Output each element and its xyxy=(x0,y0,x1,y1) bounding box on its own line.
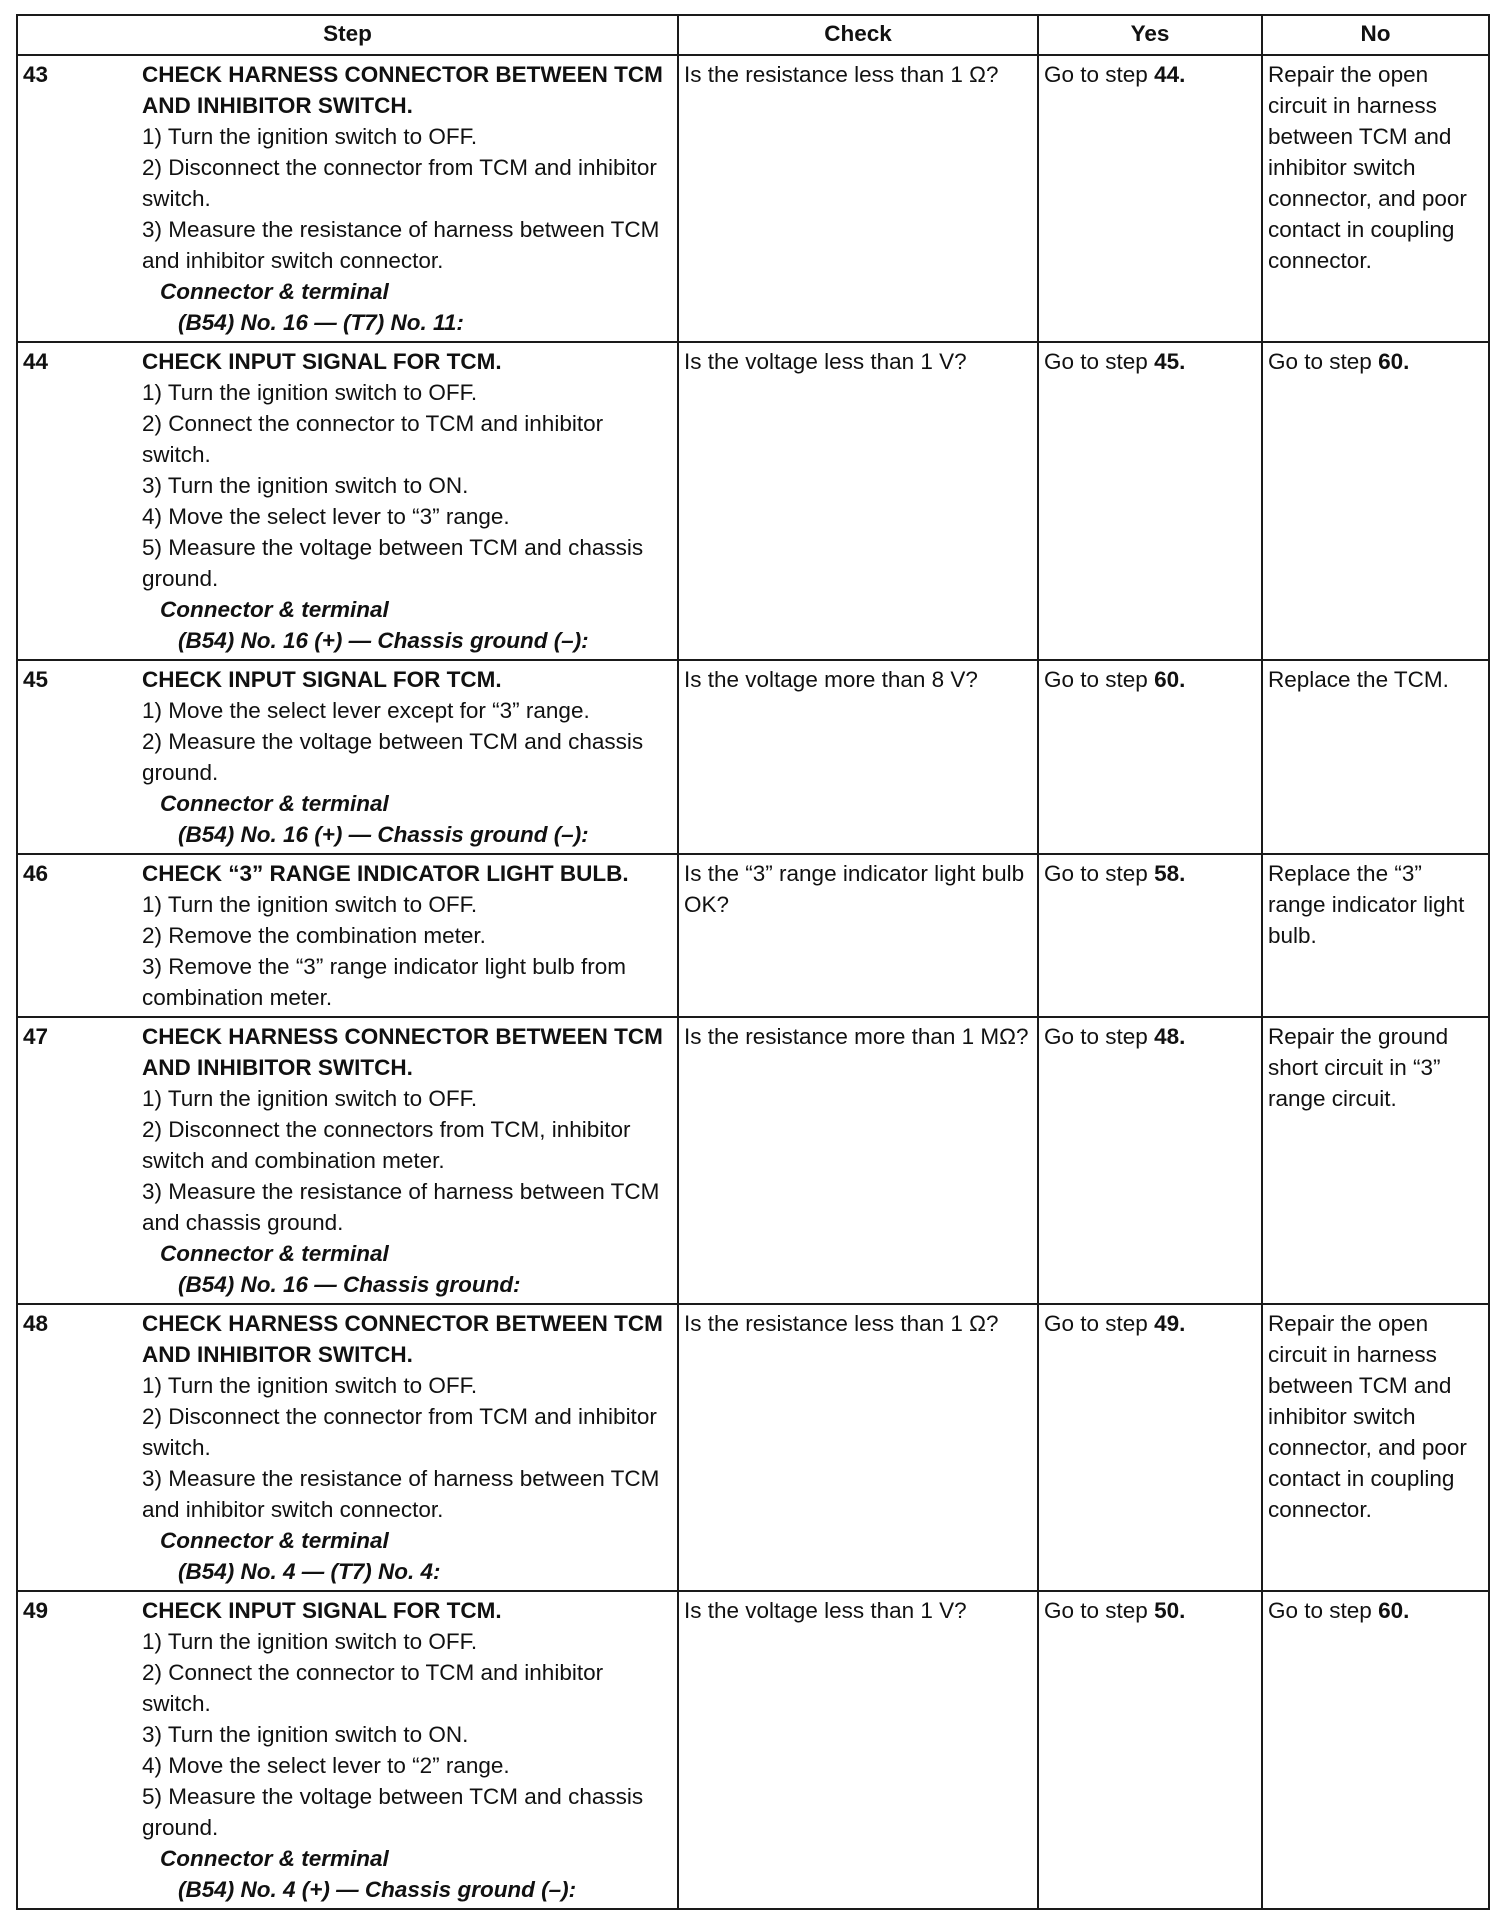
no-goto-step: 60. xyxy=(1378,1598,1410,1623)
connector-label: Connector & terminal xyxy=(160,791,389,816)
step-instruction: 3) Measure the resistance of harness between TCM and chassis ground. xyxy=(142,1179,660,1235)
header-check: Check xyxy=(678,15,1038,55)
check-cell xyxy=(678,660,1038,854)
yes-action-text: Go to step xyxy=(1044,861,1155,886)
connector-label: Connector & terminal xyxy=(160,279,389,304)
table-row xyxy=(17,342,1489,660)
no-cell xyxy=(1262,1017,1489,1304)
table-row xyxy=(17,660,1489,854)
no-action-text: Repair the open circuit in harness between TCM and inhibitor switch connector, and poor contact in coupling connector. xyxy=(1268,1311,1467,1522)
no-cell xyxy=(1262,342,1489,660)
no-cell xyxy=(1262,55,1489,342)
yes-goto-step: 50. xyxy=(1154,1598,1186,1623)
step-title: CHECK INPUT SIGNAL FOR TCM. xyxy=(142,349,502,374)
step-title: CHECK INPUT SIGNAL FOR TCM. xyxy=(142,667,502,692)
step-cell xyxy=(17,1017,678,1304)
no-cell xyxy=(1262,1304,1489,1591)
table-row xyxy=(17,1304,1489,1591)
no-action-text: Replace the TCM. xyxy=(1268,667,1449,692)
connector-terminal-spec: (B54) No. 16 — Chassis ground: xyxy=(178,1272,521,1297)
no-cell xyxy=(1262,660,1489,854)
connector-label: Connector & terminal xyxy=(160,597,389,622)
connector-terminal-spec: (B54) No. 16 — (T7) No. 11: xyxy=(178,310,464,335)
table-body xyxy=(17,55,1489,1909)
diagnostic-procedure-table xyxy=(16,14,1490,1910)
no-action-text: Repair the open circuit in harness between TCM and inhibitor switch connector, and poor contact in coupling connector. xyxy=(1268,62,1467,273)
check-cell xyxy=(678,55,1038,342)
table-row xyxy=(17,1591,1489,1909)
step-instruction: 5) Measure the voltage between TCM and chassis ground. xyxy=(142,535,644,591)
step-instruction: 3) Measure the resistance of harness between TCM and inhibitor switch connector. xyxy=(142,217,660,273)
step-number: 48 xyxy=(23,1311,49,1336)
step-instruction: 4) Move the select lever to “2” range. xyxy=(142,1753,510,1778)
step-number: 46 xyxy=(23,861,49,886)
check-cell xyxy=(678,854,1038,1017)
step-title: CHECK HARNESS CONNECTOR BETWEEN TCM AND INHIBITOR SWITCH. xyxy=(142,1311,663,1367)
step-cell xyxy=(17,660,678,854)
step-instruction: 1) Turn the ignition switch to OFF. xyxy=(142,1086,478,1111)
step-instruction: 3) Remove the “3” range indicator light bulb from combination meter. xyxy=(142,954,626,1010)
step-title: CHECK HARNESS CONNECTOR BETWEEN TCM AND INHIBITOR SWITCH. xyxy=(142,1024,663,1080)
header-no: No xyxy=(1262,15,1489,55)
no-action-text: Repair the ground short circuit in “3” range circuit. xyxy=(1268,1024,1449,1111)
connector-label: Connector & terminal xyxy=(160,1846,389,1871)
header-yes: Yes xyxy=(1038,15,1262,55)
no-action-text: Go to step xyxy=(1268,349,1379,374)
yes-cell xyxy=(1038,1017,1262,1304)
header-step: Step xyxy=(17,15,678,55)
check-question: Is the resistance less than 1 Ω? xyxy=(684,62,999,87)
step-instruction: 1) Turn the ignition switch to OFF. xyxy=(142,1373,478,1398)
step-instruction: 2) Connect the connector to TCM and inhibitor switch. xyxy=(142,1660,604,1716)
connector-label: Connector & terminal xyxy=(160,1528,389,1553)
step-body xyxy=(142,1308,672,1587)
step-body xyxy=(142,346,672,656)
check-question: Is the resistance less than 1 Ω? xyxy=(684,1311,999,1336)
check-cell xyxy=(678,1017,1038,1304)
step-instruction: 3) Turn the ignition switch to ON. xyxy=(142,473,469,498)
step-number: 49 xyxy=(23,1598,49,1623)
yes-goto-step: 45. xyxy=(1154,349,1186,374)
step-body xyxy=(142,1595,672,1905)
yes-action-text: Go to step xyxy=(1044,1598,1155,1623)
check-question: Is the resistance more than 1 MΩ? xyxy=(684,1024,1029,1049)
yes-cell xyxy=(1038,342,1262,660)
yes-action-text: Go to step xyxy=(1044,1311,1155,1336)
step-instruction: 1) Turn the ignition switch to OFF. xyxy=(142,124,478,149)
step-title: CHECK “3” RANGE INDICATOR LIGHT BULB. xyxy=(142,861,629,886)
yes-goto-step: 49. xyxy=(1154,1311,1186,1336)
step-cell xyxy=(17,1591,678,1909)
step-number: 43 xyxy=(23,62,49,87)
yes-cell xyxy=(1038,1304,1262,1591)
step-instruction: 1) Turn the ignition switch to OFF. xyxy=(142,892,478,917)
step-instruction: 2) Disconnect the connector from TCM and inhibitor switch. xyxy=(142,155,657,211)
check-question: Is the voltage less than 1 V? xyxy=(684,1598,967,1623)
yes-cell xyxy=(1038,1591,1262,1909)
yes-goto-step: 60. xyxy=(1154,667,1186,692)
step-title: CHECK INPUT SIGNAL FOR TCM. xyxy=(142,1598,502,1623)
yes-cell xyxy=(1038,854,1262,1017)
yes-action-text: Go to step xyxy=(1044,1024,1155,1049)
step-cell xyxy=(17,55,678,342)
connector-label: Connector & terminal xyxy=(160,1241,389,1266)
check-cell xyxy=(678,1304,1038,1591)
connector-terminal-spec: (B54) No. 4 — (T7) No. 4: xyxy=(178,1559,441,1584)
step-cell xyxy=(17,1304,678,1591)
step-body xyxy=(142,858,672,1013)
step-instruction: 2) Disconnect the connector from TCM and inhibitor switch. xyxy=(142,1404,657,1460)
step-instruction: 2) Disconnect the connectors from TCM, inhibitor switch and combination meter. xyxy=(142,1117,631,1173)
step-body xyxy=(142,664,672,850)
no-cell xyxy=(1262,854,1489,1017)
step-instruction: 2) Connect the connector to TCM and inhibitor switch. xyxy=(142,411,604,467)
connector-terminal-spec: (B54) No. 4 (+) — Chassis ground (–): xyxy=(178,1877,577,1902)
step-cell xyxy=(17,854,678,1017)
step-instruction: 1) Move the select lever except for “3” range. xyxy=(142,698,590,723)
step-instruction: 3) Turn the ignition switch to ON. xyxy=(142,1722,469,1747)
step-number: 45 xyxy=(23,667,49,692)
step-title: CHECK HARNESS CONNECTOR BETWEEN TCM AND INHIBITOR SWITCH. xyxy=(142,62,663,118)
connector-terminal-spec: (B54) No. 16 (+) — Chassis ground (–): xyxy=(178,628,589,653)
check-question: Is the voltage more than 8 V? xyxy=(684,667,978,692)
yes-action-text: Go to step xyxy=(1044,667,1155,692)
connector-terminal-spec: (B54) No. 16 (+) — Chassis ground (–): xyxy=(178,822,589,847)
step-number: 47 xyxy=(23,1024,49,1049)
step-number: 44 xyxy=(23,349,49,374)
no-goto-step: 60. xyxy=(1378,349,1410,374)
yes-cell xyxy=(1038,660,1262,854)
step-instruction: 1) Turn the ignition switch to OFF. xyxy=(142,1629,478,1654)
check-cell xyxy=(678,342,1038,660)
table-header xyxy=(17,15,1489,55)
check-cell xyxy=(678,1591,1038,1909)
table-row xyxy=(17,854,1489,1017)
no-action-text: Replace the “3” range indicator light bulb. xyxy=(1268,861,1465,948)
yes-goto-step: 48. xyxy=(1154,1024,1186,1049)
yes-goto-step: 44. xyxy=(1154,62,1186,87)
step-cell xyxy=(17,342,678,660)
table-row xyxy=(17,1017,1489,1304)
no-cell xyxy=(1262,1591,1489,1909)
table-row xyxy=(17,55,1489,342)
step-instruction: 1) Turn the ignition switch to OFF. xyxy=(142,380,478,405)
step-instruction: 4) Move the select lever to “3” range. xyxy=(142,504,510,529)
step-body xyxy=(142,1021,672,1300)
step-instruction: 2) Measure the voltage between TCM and chassis ground. xyxy=(142,729,644,785)
check-question: Is the voltage less than 1 V? xyxy=(684,349,967,374)
yes-action-text: Go to step xyxy=(1044,62,1155,87)
yes-cell xyxy=(1038,55,1262,342)
yes-goto-step: 58. xyxy=(1154,861,1186,886)
check-question: Is the “3” range indicator light bulb OK? xyxy=(684,861,1025,917)
step-instruction: 3) Measure the resistance of harness between TCM and inhibitor switch connector. xyxy=(142,1466,660,1522)
step-body xyxy=(142,59,672,338)
no-action-text: Go to step xyxy=(1268,1598,1379,1623)
step-instruction: 2) Remove the combination meter. xyxy=(142,923,486,948)
yes-action-text: Go to step xyxy=(1044,349,1155,374)
step-instruction: 5) Measure the voltage between TCM and chassis ground. xyxy=(142,1784,644,1840)
header-row xyxy=(17,15,1489,55)
